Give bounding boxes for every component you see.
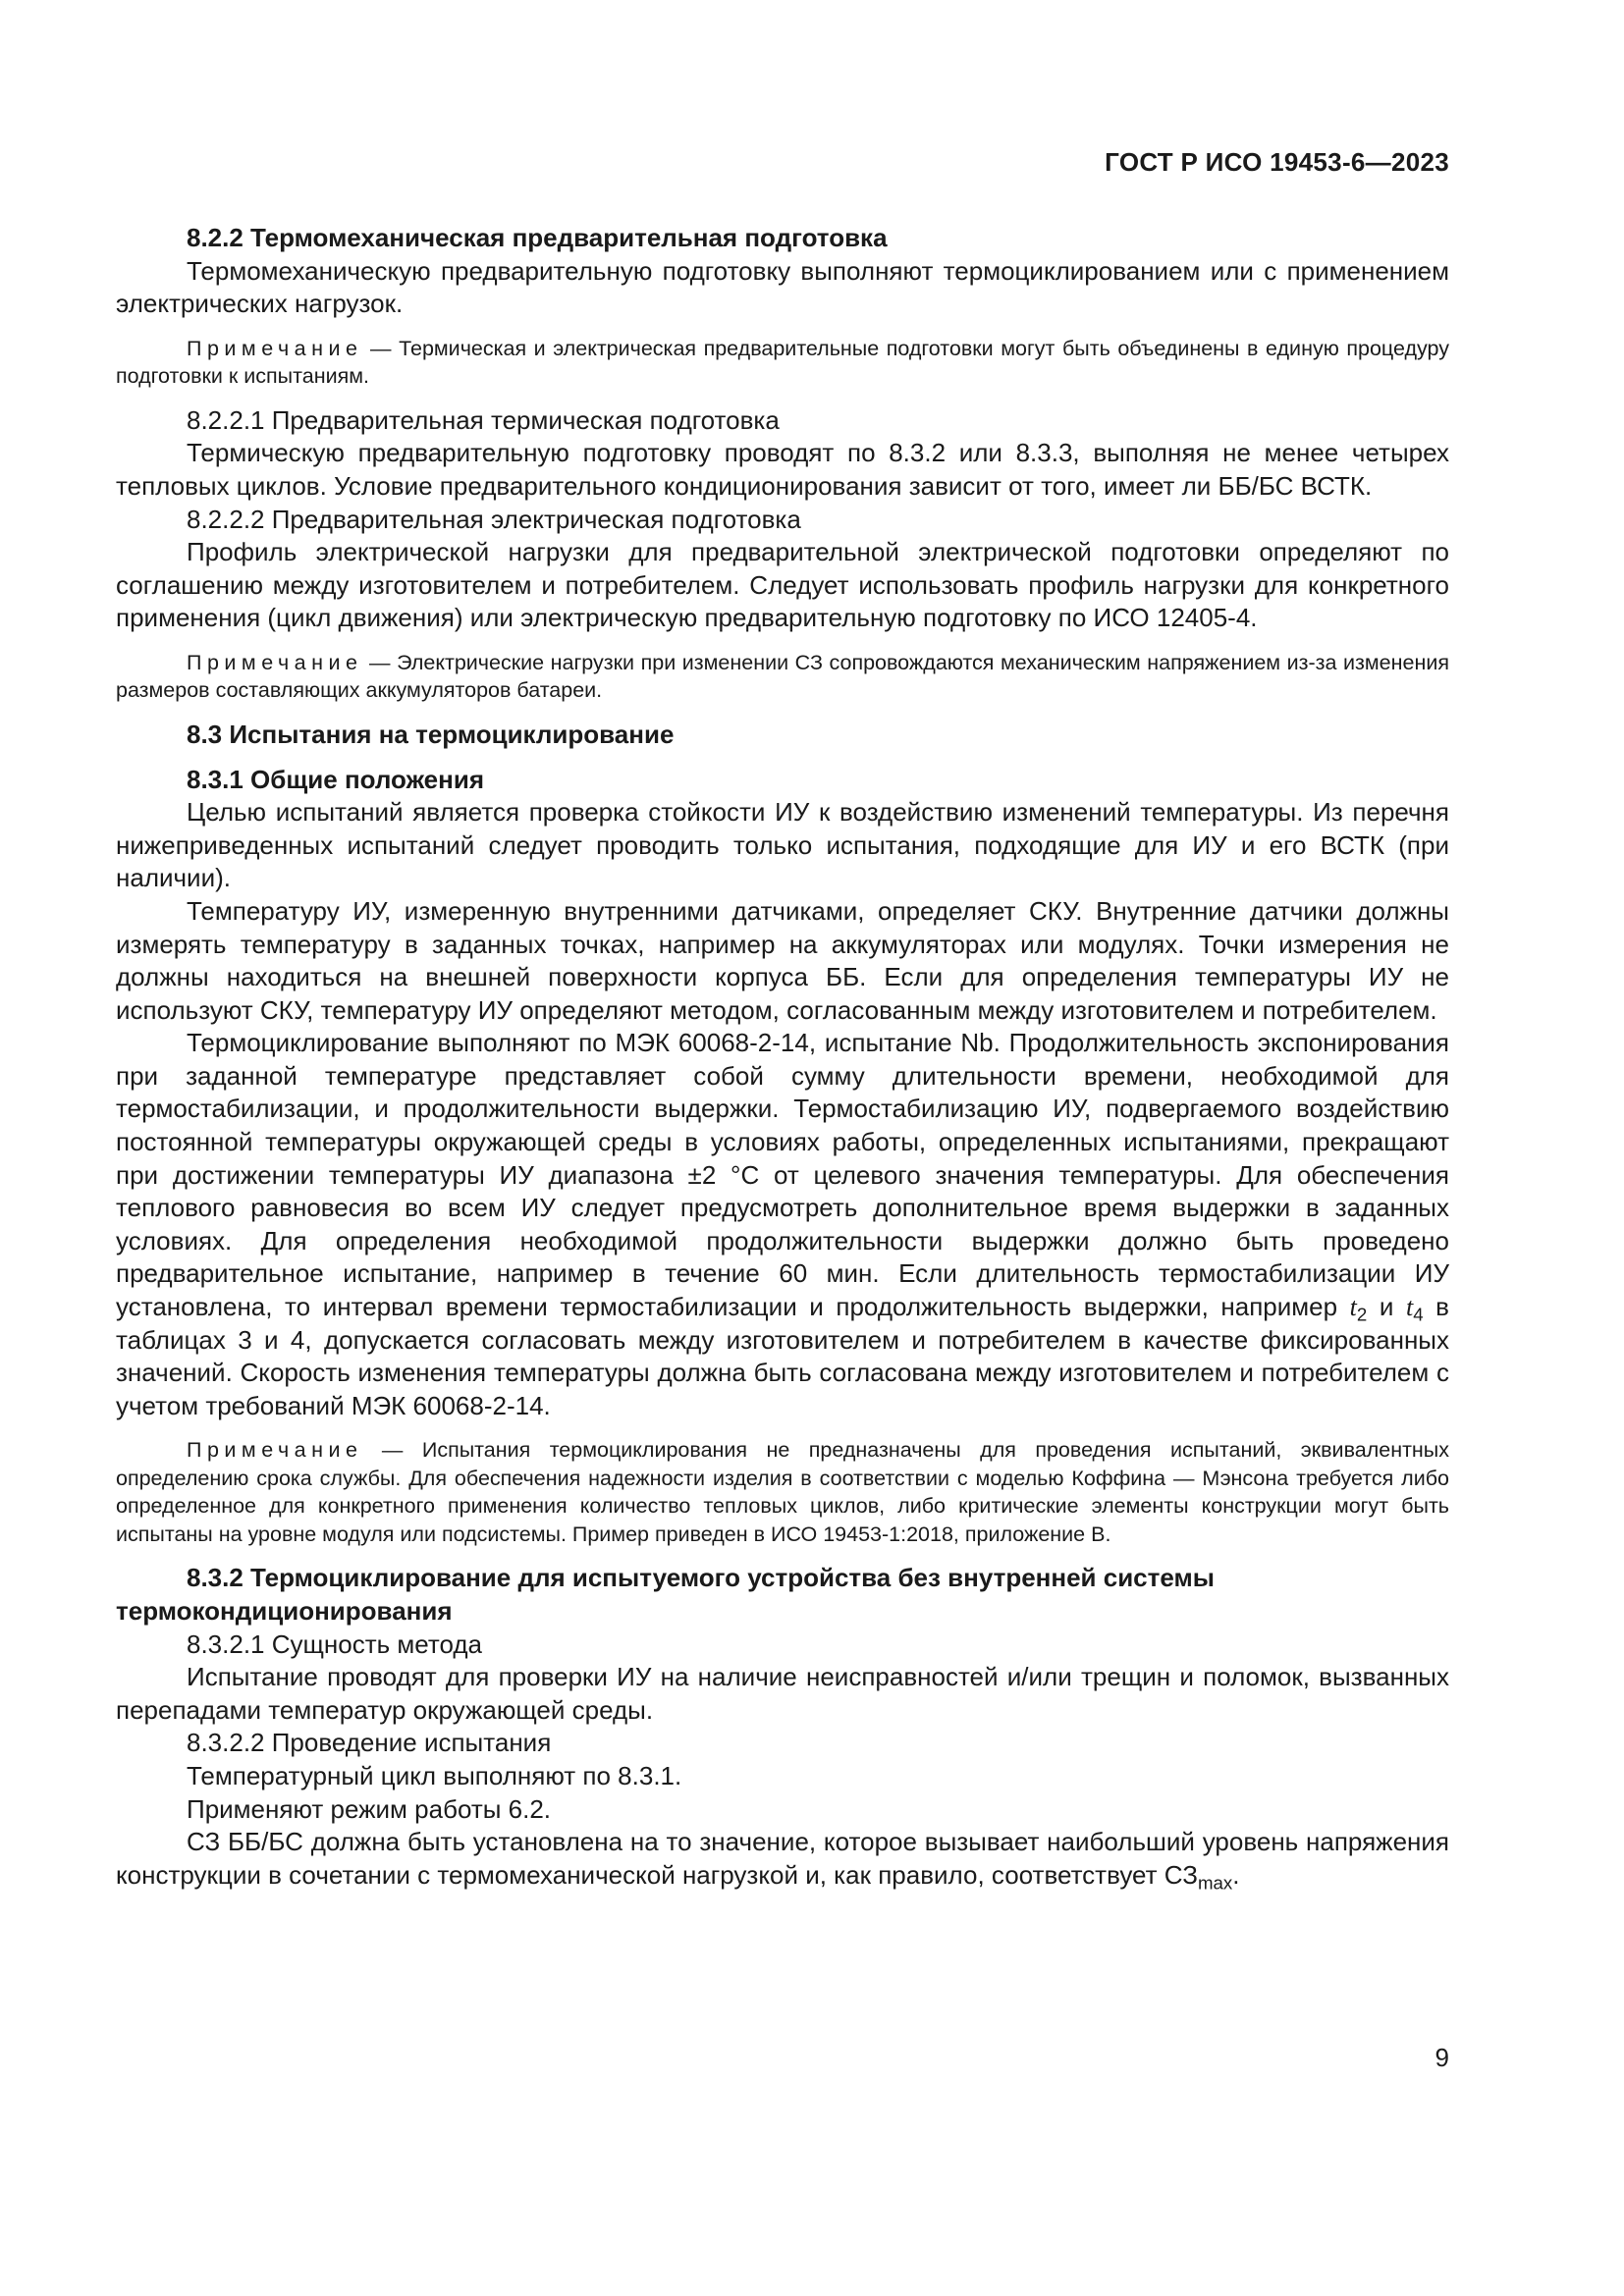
section-8-3-2-heading: 8.3.2 Термоциклирование для испытуемого устройства без внутренней системы термокондиционирования (116, 1563, 1215, 1626)
text-c-main: СЗ ББ/БС должна быть установлена на то значение, которое вызывает наибольший уровень напряжения конструкции в сочетании с термомеханической нагрузкой и, как правило, соответствует СЗ (116, 1827, 1449, 1890)
section-8-3-2-2-text-c (116, 1826, 1449, 1892)
t2-subscript: 2 (1356, 1304, 1368, 1325)
t4-subscript: 4 (1413, 1304, 1424, 1325)
t2-variable: t (1349, 1293, 1357, 1322)
t4-variable: t (1405, 1293, 1414, 1322)
note-text: Электрические нагрузки при изменении СЗ сопровождаются механическим напряжением из-за изменения размеров составляющих аккумуляторов батареи. (116, 650, 1449, 703)
note-label: Примечание (187, 336, 363, 360)
text-c-end: . (1232, 1859, 1240, 1890)
note-dash: — (362, 1438, 422, 1463)
section-8-3-2-2-heading: 8.3.2.2 Проведение испытания (187, 1728, 552, 1758)
section-8-3-1-paragraph-1: Целью испытаний является проверка стойкости ИУ к воздействию изменений температуры. Из перечня нижеприведенных испытаний следует проводить только испытания, подходящие для ИУ и его ВСТК (при наличии). (116, 797, 1449, 893)
section-8-3-1-paragraph-3 (116, 1027, 1449, 1422)
note-dash: — (362, 650, 398, 674)
section-8-3-1-paragraph-2: Температуру ИУ, измеренную внутренними датчиками, определяет СКУ. Внутренние датчики должны измерять температуру в заданных точках, например на аккумуляторах или модулях. Точки измерения не должны находиться на внешней поверхности корпуса ББ. Если для определения температуры ИУ не используют СКУ, температуру ИУ определяют методом, согласованным между изготовителем и потребителем. (116, 895, 1449, 1025)
section-8-2-2-heading: 8.2.2 Термомеханическая предварительная подготовка (187, 223, 888, 252)
note-text: Испытания термоциклирования не предназначены для проведения испытаний, эквивалентных определению срока службы. Для обеспечения надежности изделия в соответствии с моделью Коффина — Мэнсона требуется либо определенное для конкретного применения количество тепловых циклов, либо критические элементы конструкции могут быть испытаны на уровне модуля или подсистемы. Пример приведен в ИСО 19453-1:2018, приложение В. (116, 1438, 1450, 1546)
section-8-2-2-2-text: Профиль электрической нагрузки для предварительной электрической подготовки определяют по соглашению между изготовителем и потребителем. Следует использовать профиль нагрузки для конкретного применения (цикл движения) или электрическую предварительную подготовку по ИСО 12405-4. (116, 537, 1449, 633)
paragraph-3-part-b: в таблицах 3 и 4, допускается согласовать между изготовителем и потребителем в качестве фиксированных значений. Скорость изменения температуры должна быть согласована между изготовителем и потребителем с учетом требований МЭК 60068-2-14. (116, 1292, 1449, 1420)
note-label: Примечание (187, 1438, 363, 1463)
sz-max-subscript: max (1197, 1872, 1233, 1894)
section-8-3-heading: 8.3 Испытания на термоциклирование (187, 719, 675, 749)
section-8-3-2-2-text-a: Температурный цикл выполняют по 8.3.1. (187, 1760, 682, 1790)
section-8-3-2-1-text: Испытание проводят для проверки ИУ на наличие неисправностей и/или трещин и поломок, вызванных перепадами температур окружающей среды. (116, 1662, 1449, 1725)
note-label: Примечание (187, 650, 363, 674)
note-dash: — (362, 336, 400, 360)
section-8-3-1-heading: 8.3.1 Общие положения (187, 764, 484, 794)
section-8-3-2-2-text-b: Применяют режим работы 6.2. (187, 1793, 552, 1824)
section-8-3-2-1-heading: 8.3.2.1 Сущность метода (187, 1629, 483, 1659)
section-8-2-2-note (116, 335, 1449, 391)
section-8-2-2-1-text: Термическую предварительную подготовку проводят по 8.3.2 или 8.3.3, выполняя не менее четырех тепловых циклов. Условие предварительного кондиционирования зависит от того, имеет ли ББ/БС ВСТК. (116, 438, 1449, 501)
paragraph-3-part-a: Термоциклирование выполняют по МЭК 60068-2-14, испытание Nb. Продолжительность экспонирования при заданной температуре представляет собой сумму длительности времени, необходимой для термостабилизации, и продолжительности выдержки. Термостабилизацию ИУ, подвергаемого воздействию постоянной температуры окружающей среды в условиях работы, определенных испытаниями, прекращают при достижении температуры ИУ диапазона ±2 °C от целевого значения температуры. Для обеспечения теплового равновесия во всем ИУ следует предусмотреть дополнительное время выдержки в заданных условиях. Для определения необходимой продолжительности выдержки должно быть проведено предварительное испытание, например в течение 60 мин. Если длительность термостабилизации ИУ установлена, то интервал времени термостабилизации и продолжительность выдержки, например (116, 1028, 1449, 1322)
and-word: и (1367, 1292, 1406, 1322)
note-text: Термическая и электрическая предварительные подготовки могут быть объединены в единую процедуру подготовки к испытаниям. (116, 336, 1450, 389)
section-8-2-2-2-note (116, 649, 1449, 705)
section-8-2-2-2-heading: 8.2.2.2 Предварительная электрическая подготовка (187, 504, 801, 534)
document-body (116, 222, 1449, 1892)
section-8-3-1-note (116, 1436, 1449, 1548)
section-8-2-2-text: Термомеханическую предварительную подготовку выполняют термоциклированием или с применением электрических нагрузок. (116, 255, 1449, 319)
section-8-2-2-1-heading: 8.2.2.1 Предварительная термическая подготовка (187, 404, 780, 435)
page-number: 9 (1435, 2043, 1449, 2072)
document-code-header: ГОСТ Р ИСО 19453-6—2023 (1105, 147, 1449, 177)
